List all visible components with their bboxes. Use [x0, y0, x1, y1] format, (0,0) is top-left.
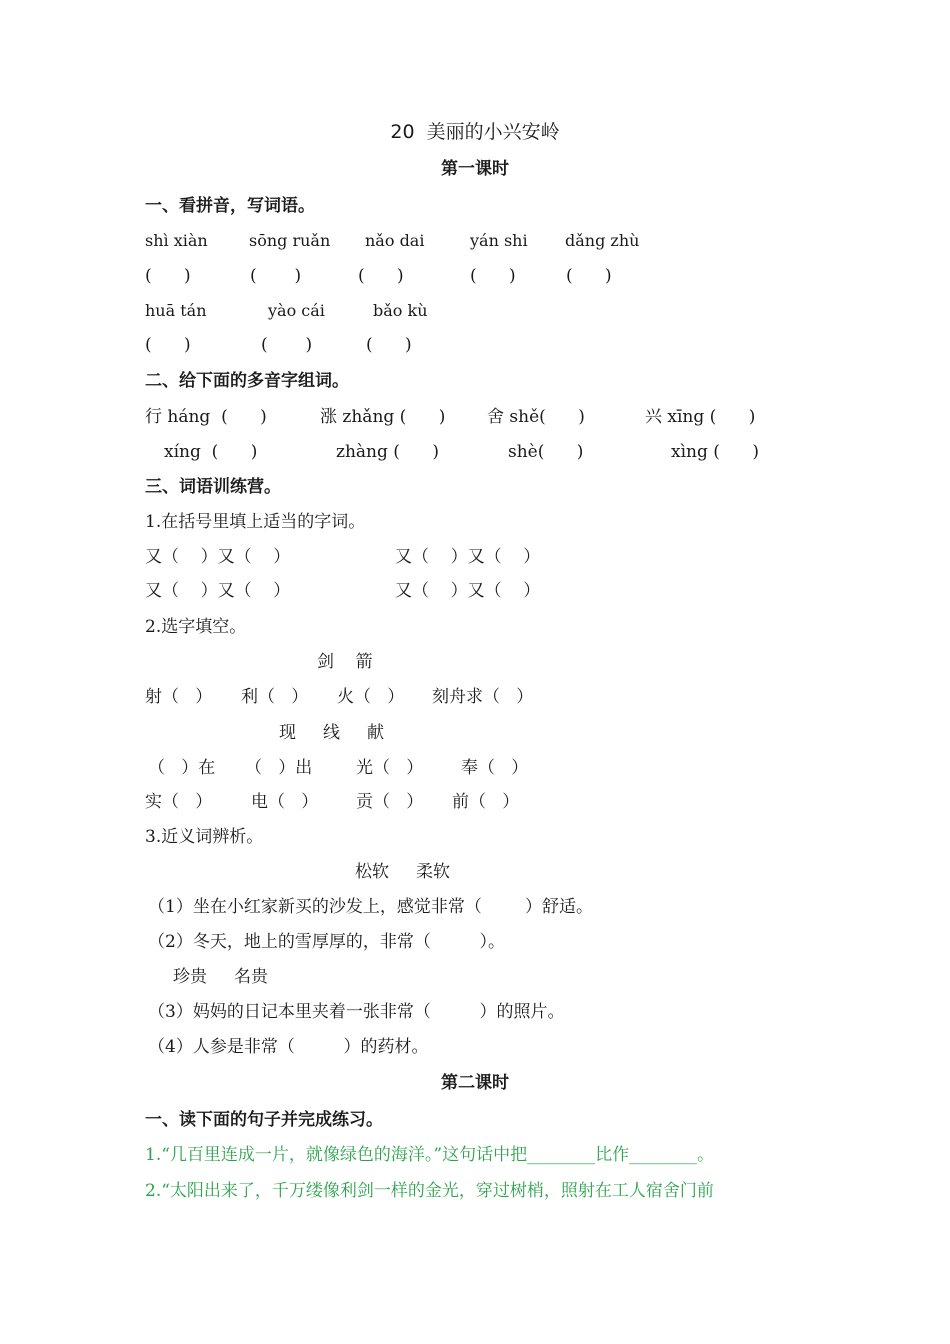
polyphone-item: 舍 shě( ) — [487, 407, 585, 427]
answer-blank[interactable]: ( ) — [366, 335, 412, 355]
sentence-item: （2）冬天，地上的雪厚厚的，非常（ ）。 — [148, 932, 505, 952]
lesson-two-heading: 第二课时 — [441, 1073, 509, 1093]
section1-heading: 一、看拼音，写词语。 — [145, 196, 315, 216]
polyphone-item: 行 háng ( ) — [145, 407, 267, 427]
pinyin-item: nǎo dai — [365, 231, 425, 250]
fill-item: 火（ ） — [337, 687, 405, 707]
question-1-title: 1.在括号里填上适当的字词。 — [145, 512, 366, 532]
fill-item: 前（ ） — [452, 792, 520, 812]
pinyin-item: yào cái — [268, 301, 325, 320]
answer-blank[interactable]: ( ) — [145, 335, 191, 355]
reading-question-2: 2.“太阳出来了，千万缕像利剑一样的金光，穿过树梢，照射在工人宿舍门前 — [145, 1181, 714, 1201]
polyphone-item: 涨 zhǎng ( ) — [320, 407, 446, 427]
polyphone-item: 兴 xīng ( ) — [645, 407, 756, 427]
char-choices: 剑 箭 — [317, 652, 373, 672]
fill-item: （ ）在 — [148, 758, 216, 778]
section2-heading: 二、给下面的多音字组词。 — [145, 371, 349, 391]
synonym-pair: 松软 柔软 — [355, 862, 451, 882]
question-2-title: 2.选字填空。 — [145, 617, 247, 637]
answer-blank[interactable]: ( ) — [566, 266, 612, 286]
reading-question-1: 1.“几百里连成一片，就像绿色的海洋。”这句话中把________比作________。 — [145, 1145, 715, 1165]
lesson2-section1-heading: 一、读下面的句子并完成练习。 — [145, 1110, 383, 1130]
sentence-item: （3）妈妈的日记本里夹着一张非常（ ）的照片。 — [148, 1002, 565, 1022]
sentence-item: （4）人参是非常（ ）的药材。 — [148, 1037, 429, 1057]
pinyin-item: yán shi — [470, 231, 528, 250]
pinyin-item: dǎng zhù — [565, 231, 640, 250]
pinyin-item: bǎo kù — [373, 301, 428, 320]
fill-item: 射（ ） — [145, 687, 213, 707]
polyphone-item: zhàng ( ) — [336, 442, 439, 462]
polyphone-item: shè( ) — [508, 442, 584, 462]
pinyin-item: huā tán — [145, 301, 207, 320]
fill-item: 又（ ）又（ ） — [395, 581, 541, 601]
fill-item: （ ）出 — [245, 758, 313, 778]
answer-blank[interactable]: ( ) — [250, 266, 302, 286]
fill-item: 又（ ）又（ ） — [145, 581, 291, 601]
fill-item: 贡（ ） — [356, 792, 424, 812]
polyphone-item: xìng ( ) — [671, 442, 759, 462]
sentence-item: （1）坐在小红家新买的沙发上，感觉非常（ ）舒适。 — [148, 897, 594, 917]
answer-blank[interactable]: ( ) — [261, 335, 313, 355]
fill-item: 光（ ） — [356, 758, 424, 778]
polyphone-item: xíng ( ) — [164, 442, 258, 462]
fill-item: 利（ ） — [241, 687, 309, 707]
lesson-one-heading: 第一课时 — [441, 159, 509, 179]
fill-item: 奉（ ） — [461, 758, 529, 778]
answer-blank[interactable]: ( ) — [470, 266, 516, 286]
synonym-pair: 珍贵 名贵 — [173, 967, 269, 987]
fill-item: 实（ ） — [145, 792, 213, 812]
page-title: 20 美丽的小兴安岭 — [390, 121, 560, 143]
section3-heading: 三、词语训练营。 — [145, 477, 281, 497]
answer-blank[interactable]: ( ) — [358, 266, 404, 286]
char-choices: 现 线 献 — [279, 723, 385, 743]
fill-item: 又（ ）又（ ） — [395, 547, 541, 567]
fill-item: 电（ ） — [251, 792, 319, 812]
answer-blank[interactable]: ( ) — [145, 266, 191, 286]
question-3-title: 3.近义词辨析。 — [145, 827, 264, 847]
fill-item: 刻舟求（ ） — [432, 687, 534, 707]
pinyin-item: sōng ruǎn — [249, 231, 331, 250]
pinyin-item: shì xiàn — [145, 231, 208, 250]
fill-item: 又（ ）又（ ） — [145, 547, 291, 567]
